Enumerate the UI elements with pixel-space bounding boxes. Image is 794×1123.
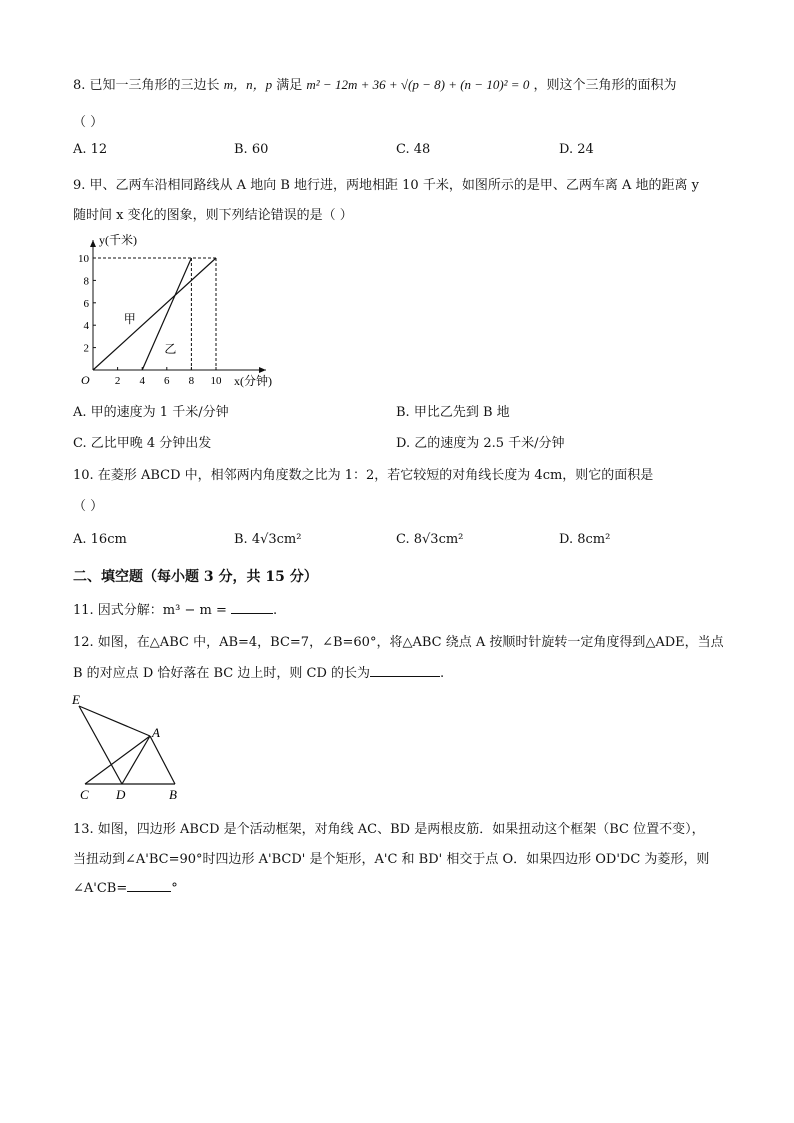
q13-answer-blank[interactable] [127,879,171,892]
q9-option-c[interactable]: C. 乙比甲晚 4 分钟出发 [73,436,212,451]
q8-stem: 8. 已知一三角形的三边长 m，n，p 满足 m² − 12m + 36 + √(p − 8) + (n − 10)² = 0 ，则这个三角形的面积为 [73,77,677,93]
label-e: E [72,692,80,707]
q9-line2: 随时间 x 变化的图象，则下列结论错误的是（ ） [73,208,353,223]
q11-answer-blank[interactable] [231,601,273,614]
q13-line3: ∠A'CB= ° [73,881,178,896]
q12-line2: B 的对应点 D 恰好落在 BC 边上时，则 CD 的长为 . [73,666,445,681]
q10-option-b[interactable]: B. 4√3cm² [234,532,302,547]
y-axis-arrow [90,240,96,247]
q9-line1: 9. 甲、乙两车沿相同路线从 A 地向 B 地行进，两地相距 10 千米，如图所示的是甲、乙两车离 A 地的距离 y [73,178,699,193]
q12-line1: 12. 如图，在△ABC 中，AB=4，BC=7，∠B=60°，将△ABC 绕点 A 按顺时针旋转一定角度得到△ADE，当点 [73,635,724,650]
label-b: B [169,787,177,802]
q10-option-a[interactable]: A. 16cm [73,532,127,547]
x-tick-label: 10 [210,375,222,387]
label-d: D [116,787,126,802]
q9-option-d[interactable]: D. 乙的速度为 2.5 千米/分钟 [396,436,565,451]
q8-answer-paren: （ ） [73,115,104,130]
q13-line2: 当扭动到∠A'BC=90°时四边形 A'BCD' 是个矩形，A'C 和 BD' 相交于点 O．如果四边形 OD'DC 为菱形，则 [73,852,710,867]
y-tick-label: 4 [83,320,89,333]
y-tick-label: 10 [78,253,89,265]
y-tick-label: 8 [83,275,89,288]
segment-ab [150,736,175,784]
label-c: C [80,787,89,802]
x-tick-label: 4 [139,375,145,387]
x-tick-label: 2 [114,375,121,387]
q8-option-a[interactable]: A. 12 [73,142,108,157]
segment-da [122,736,150,784]
q13-line1: 13. 如图，四边形 ABCD 是个活动框架，对角线 AC、BD 是两根皮筋．如果扭动这个框架（BC 位置不变）， [73,822,705,837]
q10-answer-paren: （ ） [73,499,104,514]
origin-label: O [81,373,90,387]
q8-option-c[interactable]: C. 48 [396,142,431,157]
q12-figure [70,690,195,805]
q10-option-d[interactable]: D. 8cm² [559,532,611,547]
section-title-fill-in: 二、填空题（每小题 3 分，共 15 分） [73,569,318,585]
x-axis-arrow [259,367,266,373]
x-tick-label: 6 [164,375,170,387]
series-label-jia: 甲 [123,311,136,326]
series-label-yi: 乙 [164,342,177,357]
y-tick-label: 2 [83,342,89,355]
label-a: A [152,725,160,740]
q8-equation: m² − 12m + 36 + √(p − 8) + (n − 10)² = 0 [306,77,530,92]
x-tick-label: 8 [188,375,195,387]
y-tick-label: 6 [83,297,89,310]
q12-answer-blank[interactable] [370,664,440,677]
q8-option-b[interactable]: B. 60 [234,142,269,157]
q9-option-a[interactable]: A. 甲的速度为 1 千米/分钟 [73,405,229,420]
q10-option-c[interactable]: C. 8√3cm² [396,532,464,547]
y-axis-label: y(千米) [99,233,137,247]
q8-option-d[interactable]: D. 24 [559,142,594,157]
q10-line1: 10. 在菱形 ABCD 中，相邻两内角度数之比为 1：2，若它较短的对角线长度为 4cm，则它的面积是 [73,468,654,483]
segment-ea [79,706,150,736]
q9-option-b[interactable]: B. 甲比乙先到 B 地 [396,405,510,420]
q9-chart [75,228,295,393]
series-line-jia [93,258,216,370]
q11-text: 11. 因式分解：m³ − m = . [73,603,278,618]
x-axis-label: x(分钟) [234,374,272,388]
